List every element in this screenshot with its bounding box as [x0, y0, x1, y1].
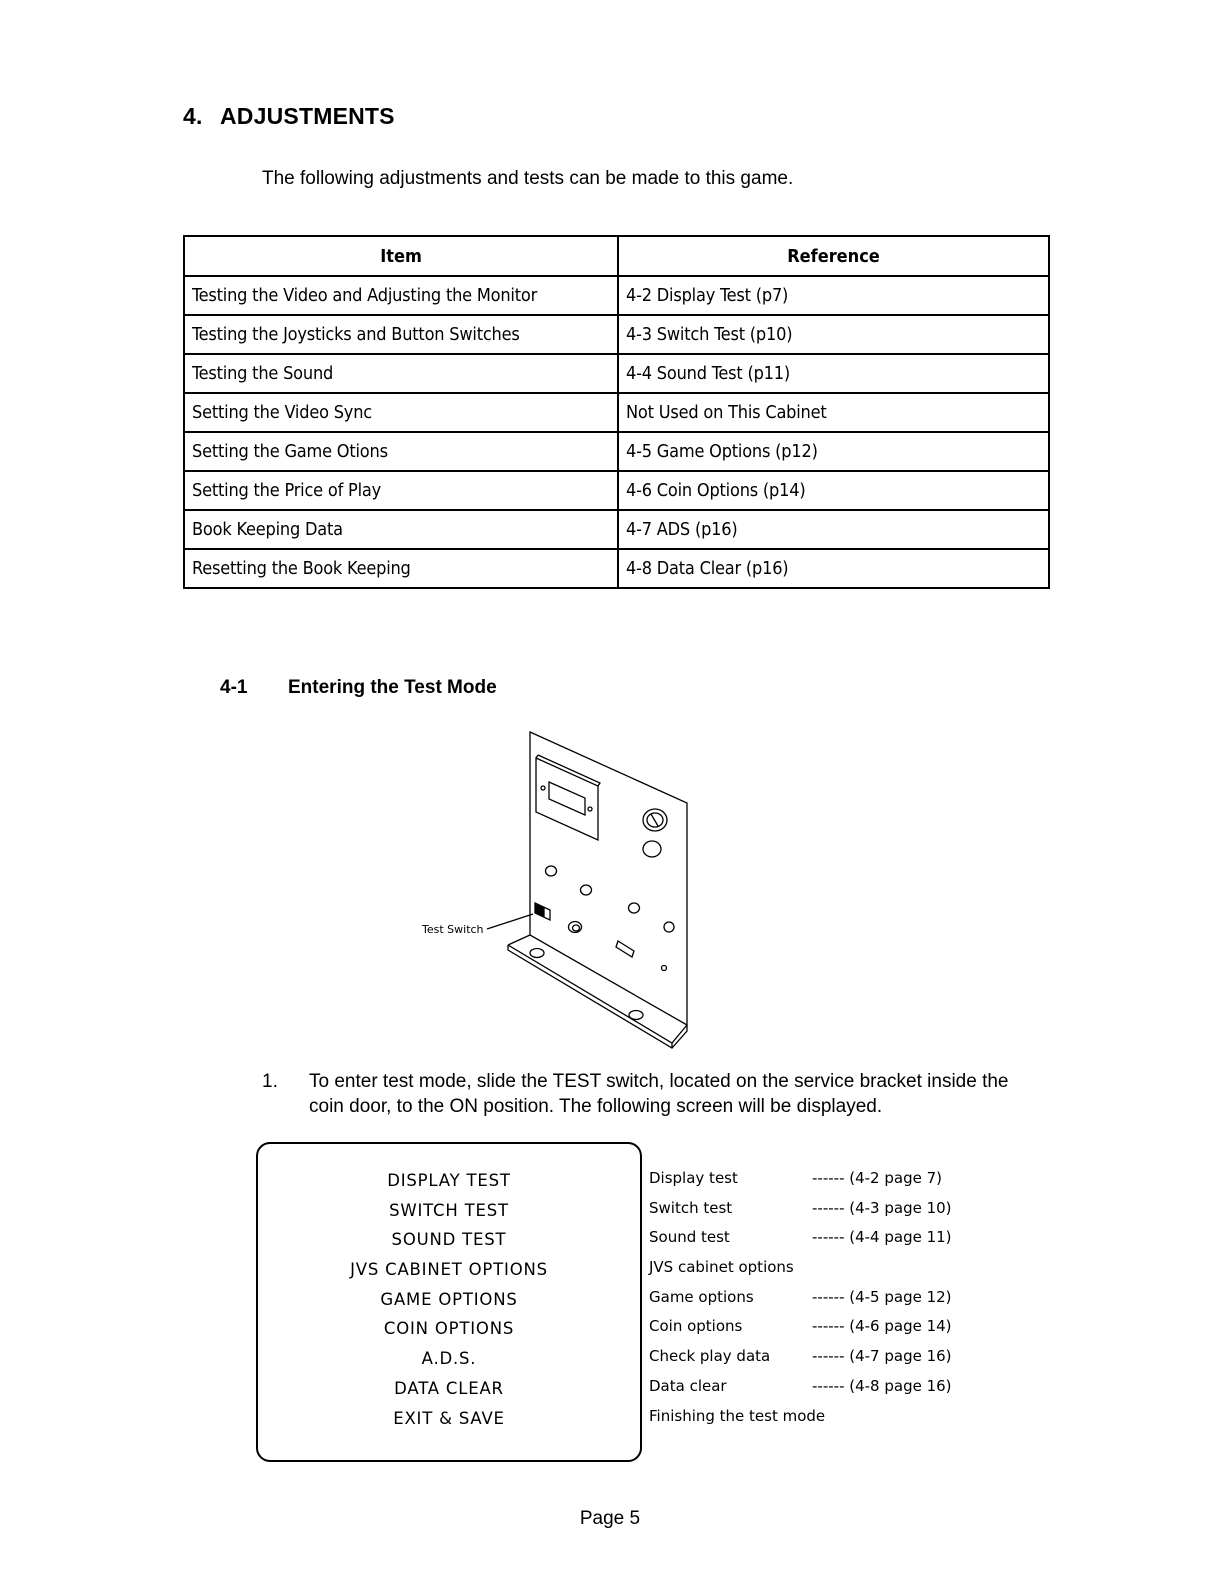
menu-item-data-clear: DATA CLEAR: [394, 1378, 504, 1398]
meter-screw-left: [541, 786, 545, 790]
item-cell: Book Keeping Data: [184, 510, 618, 549]
section-number: 4.: [183, 103, 203, 129]
section-heading: [183, 103, 395, 130]
description-ref: ------ (4-5 page 12): [812, 1287, 952, 1306]
step-text: To enter test mode, slide the TEST switch, located on the service bracket inside the coin door, to the ON position. The following screen will be displayed.: [309, 1071, 1009, 1117]
reference-cell: 4-3 Switch Test (p10): [618, 315, 1049, 354]
description-text: JVS cabinet options: [649, 1258, 794, 1277]
mount-hole: [546, 866, 557, 876]
reference-cell: 4-7 ADS (p16): [618, 510, 1049, 549]
description-ref: ------ (4-4 page 11): [812, 1228, 952, 1247]
bracket-plate: [530, 732, 687, 1025]
description-row: [649, 1402, 979, 1432]
description-text: Data clear: [649, 1376, 727, 1395]
meter-window: [549, 782, 585, 815]
reference-cell: 4-6 Coin Options (p14): [618, 471, 1049, 510]
mount-hole: [643, 841, 661, 857]
description-ref: ------ (4-2 page 7): [812, 1169, 942, 1187]
test-menu-list: [258, 1166, 640, 1433]
step-number: 1.: [262, 1071, 278, 1092]
callout-leader-line: [487, 914, 533, 929]
intro-paragraph: The following adjustments and tests can be made to this game.: [262, 168, 794, 189]
flange-hole: [629, 1011, 643, 1020]
subsection-title: Entering the Test Mode: [288, 677, 497, 698]
description-text: Game options: [649, 1287, 754, 1306]
table-row: [184, 276, 1049, 315]
flange-hole: [530, 949, 544, 958]
item-cell: Setting the Video Sync: [184, 393, 618, 432]
description-row: [649, 1194, 979, 1224]
menu-item-coin-options: COIN OPTIONS: [383, 1319, 515, 1339]
menu-item-display-test: DISPLAY TEST: [387, 1171, 511, 1190]
menu-item-sound-test: SOUND TEST: [391, 1230, 507, 1250]
lock-slot: [651, 814, 658, 826]
mount-hole: [664, 922, 674, 932]
description-text: Sound test: [649, 1228, 730, 1247]
description-ref: ------ (4-8 page 16): [812, 1376, 952, 1395]
bracket-slot: [616, 941, 634, 957]
description-text: Switch test: [649, 1198, 733, 1217]
description-row: [649, 1283, 979, 1313]
mount-hole: [629, 903, 640, 913]
table-header-row: [184, 236, 1049, 276]
header-reference: Reference: [618, 236, 1049, 276]
description-ref: ------ (4-7 page 16): [812, 1347, 952, 1366]
item-cell: Testing the Joysticks and Button Switches: [184, 315, 618, 354]
header-item: Item: [184, 236, 618, 276]
test-switch-callout: Test Switch: [422, 923, 484, 936]
table-row: [184, 510, 1049, 549]
table-row: [184, 315, 1049, 354]
mount-hole: [581, 885, 592, 895]
table-row: [184, 432, 1049, 471]
menu-item-game-options: GAME OPTIONS: [380, 1289, 518, 1309]
step-1: [262, 1069, 1042, 1119]
description-text: Finishing the test mode: [649, 1406, 826, 1425]
page-number: Page 5: [579, 1508, 641, 1529]
section-title: ADJUSTMENTS: [220, 103, 395, 129]
test-menu-screen: [256, 1142, 642, 1462]
bracket-flange: [508, 935, 687, 1048]
reference-cell: 4-8 Data Clear (p16): [618, 549, 1049, 588]
description-row: [649, 1223, 979, 1253]
meter-panel: [536, 758, 598, 840]
table-row: [184, 471, 1049, 510]
description-row: [649, 1253, 979, 1283]
description-row: [649, 1372, 979, 1402]
meter-screw-right: [588, 807, 592, 811]
description-text: Coin options: [649, 1317, 743, 1336]
menu-item-ads: A.D.S.: [421, 1349, 477, 1369]
description-ref: ------ (4-3 page 10): [812, 1198, 952, 1217]
description-row: [649, 1342, 979, 1372]
table-row: [184, 549, 1049, 588]
menu-item-switch-test: SWITCH TEST: [389, 1200, 509, 1220]
reference-cell: Not Used on This Cabinet: [618, 393, 1049, 432]
menu-item-jvs-cabinet-options: JVS CABINET OPTIONS: [350, 1260, 548, 1280]
table-row: [184, 393, 1049, 432]
table-row: [184, 354, 1049, 393]
reference-cell: 4-5 Game Options (p12): [618, 432, 1049, 471]
service-bracket-diagram: [410, 725, 710, 1055]
item-cell: Testing the Video and Adjusting the Monitor: [184, 276, 618, 315]
item-cell: Setting the Price of Play: [184, 471, 618, 510]
item-cell: Testing the Sound: [184, 354, 618, 393]
description-text: Check play data: [649, 1347, 771, 1366]
reference-cell: 4-2 Display Test (p7): [618, 276, 1049, 315]
item-cell: Resetting the Book Keeping: [184, 549, 618, 588]
item-cell: Setting the Game Otions: [184, 432, 618, 471]
description-row: [649, 1164, 979, 1194]
reference-cell: 4-4 Sound Test (p11): [618, 354, 1049, 393]
description-text: Display test: [649, 1169, 738, 1187]
subsection-heading: [220, 677, 497, 699]
menu-descriptions: [649, 1164, 979, 1431]
description-row: [649, 1312, 979, 1342]
description-ref: ------ (4-6 page 14): [812, 1317, 952, 1336]
service-knob-center: [573, 925, 580, 931]
adjustments-table: [183, 235, 1050, 589]
small-hole: [662, 966, 667, 971]
subsection-number: 4-1: [220, 677, 248, 698]
menu-item-exit-save: EXIT & SAVE: [393, 1408, 505, 1428]
